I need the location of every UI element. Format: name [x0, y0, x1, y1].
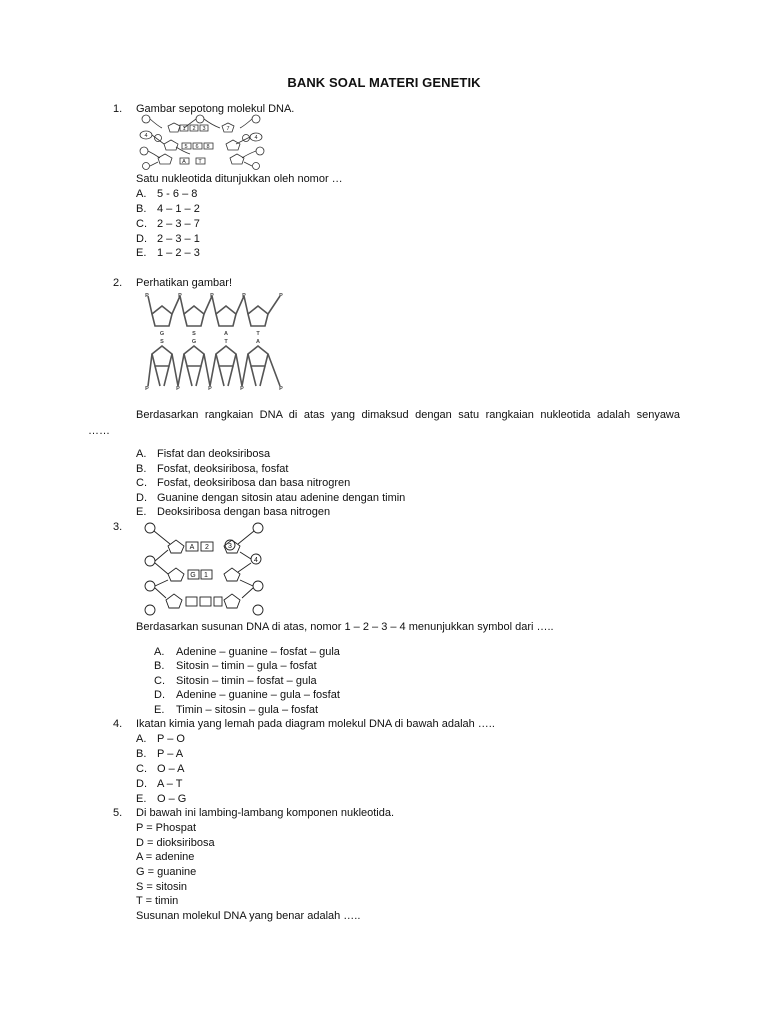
q2-fig-base: T: [224, 339, 228, 345]
q2-fig-base: T: [256, 331, 260, 337]
q2-fig-p: P: [178, 293, 182, 299]
q1-option-letter: A.: [136, 188, 147, 200]
q1-option-letter: E.: [136, 247, 147, 259]
q3-option-text: Timin – sitosin – gula – fosfat: [176, 704, 319, 716]
q3-dna-figure: [138, 522, 272, 616]
q1-question: Gambar sepotong molekul DNA.: [136, 103, 295, 115]
q2-fig-base: A: [256, 339, 260, 345]
page-title: BANK SOAL MATERI GENETIK: [287, 75, 481, 90]
q2-prompt-line2: ……: [88, 425, 110, 437]
q2-fig-base: G: [191, 339, 197, 345]
q2-fig-p: P: [210, 293, 214, 299]
q2-fig-p: P: [145, 293, 149, 299]
q5-legend-item: G = guanine: [136, 866, 197, 878]
q5-question: Di bawah ini lambing-lambang komponen nukleotida.: [136, 807, 395, 819]
q2-number: 2.: [113, 277, 123, 289]
q5-legend-item: T = timin: [136, 895, 179, 907]
q2-fig-base: S: [160, 339, 164, 345]
q2-fig-p: P: [279, 386, 283, 392]
q1-option-letter: B.: [136, 203, 147, 215]
q1-option-text: 5 - 6 – 8: [157, 188, 198, 200]
q3-option-text: Sitosin – timin – gula – fosfat: [176, 660, 317, 672]
q2-fig-base: S: [192, 331, 196, 337]
q2-option-text: Fosfat, deoksiribosa dan basa nitrogren: [157, 477, 351, 489]
q5-legend-item: A = adenine: [136, 851, 195, 863]
q1-fig-label: A: [182, 159, 186, 165]
q3-option-letter: B.: [154, 660, 165, 672]
q2-fig-p: P: [240, 386, 244, 392]
q5-number: 5.: [113, 807, 123, 819]
q3-fig-label: 4: [254, 557, 258, 564]
q4-option-letter: B.: [136, 748, 147, 760]
q1-option-letter: D.: [136, 233, 147, 245]
q1-fig-label: 4: [254, 135, 258, 141]
q3-option-text: Sitosin – timin – fosfat – gula: [176, 675, 317, 687]
q4-option-text: P – O: [157, 733, 185, 745]
q2-fig-p: P: [176, 386, 180, 392]
q2-fig-p: P: [279, 293, 283, 299]
q4-option-text: P – A: [157, 748, 184, 760]
q2-option-letter: D.: [136, 492, 147, 504]
q2-option-text: Guanine dengan sitosin atau adenine dengan timin: [157, 492, 406, 504]
q3-option-text: Adenine – guanine – gula – fosfat: [176, 689, 340, 701]
q1-fig-label: 4: [144, 133, 148, 139]
q3-fig-label: 2: [205, 544, 209, 551]
q2-fig-base: A: [224, 331, 228, 337]
q3-option-letter: C.: [154, 675, 165, 687]
q2-prompt-line1: Berdasarkan rangkaian DNA di atas yang dimaksud dengan satu rangkaian nukleotida adalah senyawa: [136, 409, 680, 421]
q1-fig-label: 2: [192, 126, 196, 132]
q4-number: 4.: [113, 718, 123, 730]
q3-option-letter: A.: [154, 646, 165, 658]
q1-fig-label: 8: [206, 144, 210, 150]
q2-fig-p: P: [242, 293, 246, 299]
q2-option-letter: E.: [136, 506, 147, 518]
q2-option-letter: A.: [136, 448, 147, 460]
q4-option-text: O – A: [157, 763, 185, 775]
q1-fig-label: 3: [202, 126, 206, 132]
q1-fig-label: 1: [182, 126, 186, 132]
q1-fig-label: 6: [195, 144, 199, 150]
q5-legend-item: S = sitosin: [136, 881, 188, 893]
q3-option-text: Adenine – guanine – fosfat – gula: [176, 646, 340, 658]
q4-option-letter: A.: [136, 733, 147, 745]
q2-option-letter: C.: [136, 477, 147, 489]
q1-option-text: 1 – 2 – 3: [157, 247, 200, 259]
q2-option-text: Fosfat, deoksiribosa, fosfat: [157, 463, 289, 475]
q5-prompt: Susunan molekul DNA yang benar adalah …..: [136, 910, 361, 922]
q1-option-letter: C.: [136, 218, 147, 230]
q1-prompt: Satu nukleotida ditunjukkan oleh nomor …: [136, 173, 343, 185]
q3-fig-label: G: [190, 572, 196, 579]
q2-option-text: Fisfat dan deoksiribosa: [157, 448, 271, 460]
q2-dna-figure: [140, 290, 295, 394]
q4-option-letter: C.: [136, 763, 147, 775]
q2-fig-p: P: [145, 386, 149, 392]
q3-fig-label: A: [189, 544, 195, 551]
q4-option-letter: D.: [136, 778, 147, 790]
q1-number: 1.: [113, 103, 123, 115]
q3-option-letter: E.: [154, 704, 165, 716]
q3-fig-label: 1: [204, 572, 208, 579]
q1-option-text: 2 – 3 – 1: [157, 233, 200, 245]
q3-prompt: Berdasarkan susunan DNA di atas, nomor 1 – 2 – 3 – 4 menunjukkan symbol dari …..: [136, 621, 554, 633]
q1-dna-figure: [138, 114, 268, 170]
q2-option-letter: B.: [136, 463, 147, 475]
q3-fig-label: 3: [228, 543, 232, 550]
q1-fig-label: T: [198, 159, 202, 165]
q1-option-text: 4 – 1 – 2: [157, 203, 200, 215]
q1-fig-label: 7: [226, 126, 230, 132]
q2-fig-p: P: [208, 386, 212, 392]
q4-option-text: O – G: [157, 793, 187, 805]
q4-question: Ikatan kimia yang lemah pada diagram molekul DNA di bawah adalah …..: [136, 718, 495, 730]
q5-legend-item: P = Phospat: [136, 822, 197, 834]
q1-fig-label: 5: [184, 144, 188, 150]
q2-option-text: Deoksiribosa dengan basa nitrogen: [157, 506, 331, 518]
q2-question: Perhatikan gambar!: [136, 277, 232, 289]
q3-option-letter: D.: [154, 689, 165, 701]
q2-fig-base: G: [159, 331, 165, 337]
q4-option-text: A – T: [157, 778, 183, 790]
q1-option-text: 2 – 3 – 7: [157, 218, 200, 230]
q5-legend-item: D = dioksiribosa: [136, 837, 215, 849]
q4-option-letter: E.: [136, 793, 147, 805]
q3-number: 3.: [113, 521, 123, 533]
